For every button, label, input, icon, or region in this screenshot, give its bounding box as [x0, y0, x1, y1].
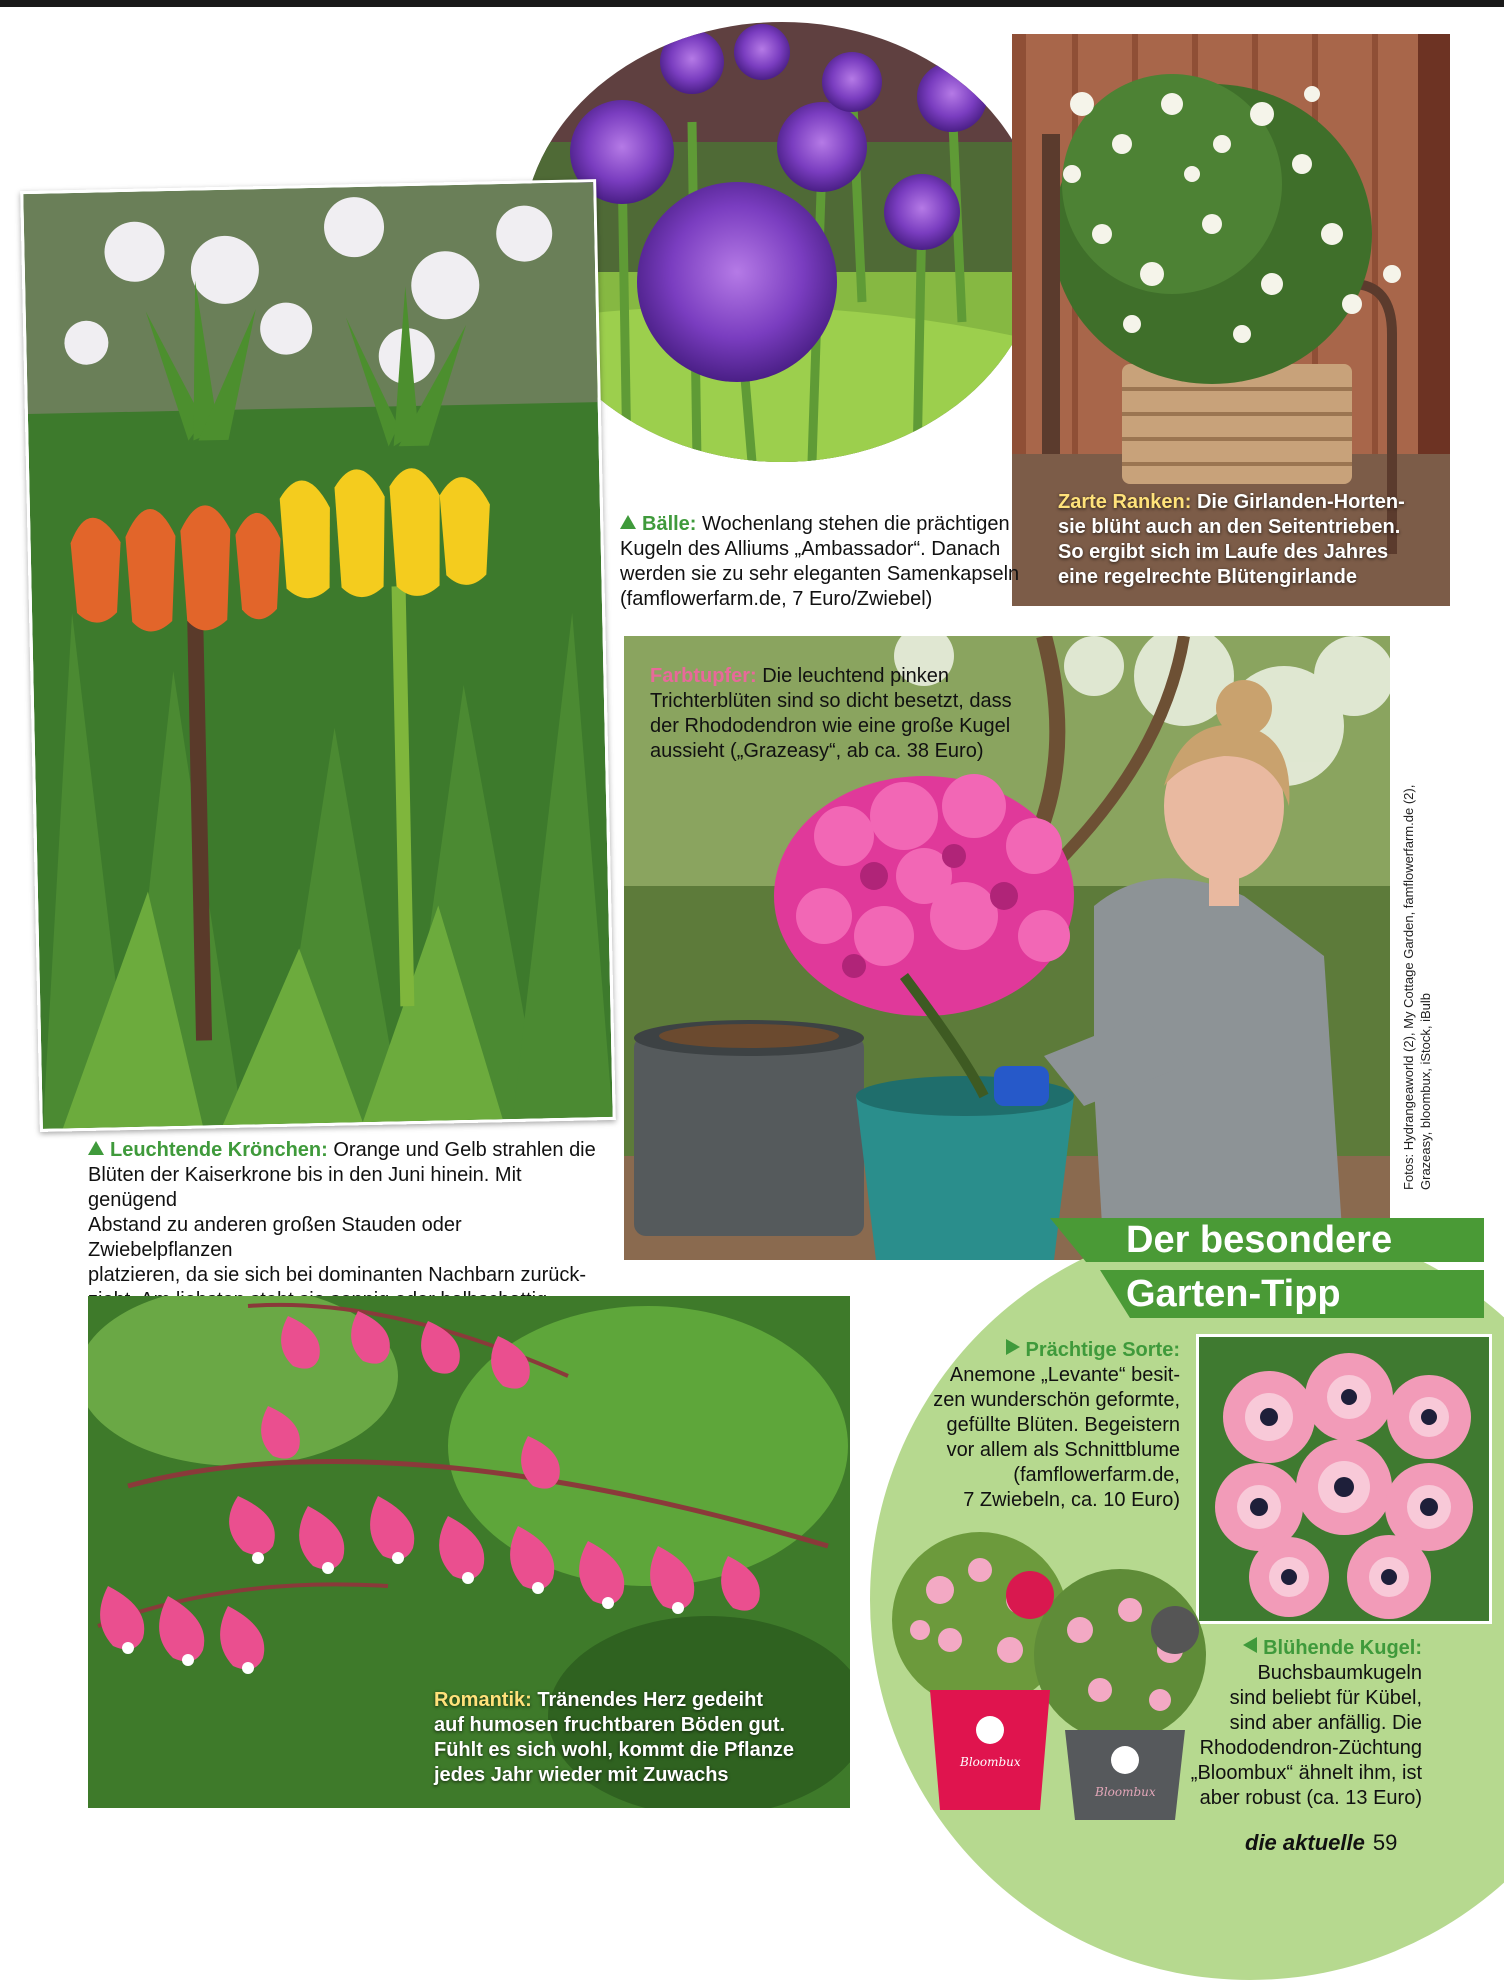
- caption-kronchen: [88, 1138, 608, 1313]
- triangle-right-icon: [1006, 1339, 1020, 1355]
- caption-balle-line: (famflowerfarm.de, 7 Euro/Zwiebel): [620, 588, 933, 610]
- caption-zarte-lead: Zarte Ranken:: [1058, 491, 1192, 513]
- caption-romantik-line: auf humosen fruchtbaren Böden gut.: [434, 1714, 786, 1736]
- caption-balle-line: werden sie zu sehr eleganten Samenkapseln: [620, 563, 1020, 585]
- caption-kugel-line: sind beliebt für Kübel,: [1229, 1687, 1422, 1709]
- caption-kronchen-line: platzieren, da sie sich bei dominanten Nachbarn zurück-: [88, 1264, 587, 1286]
- caption-romantik-line: Tränendes Herz gedeiht: [537, 1689, 763, 1711]
- caption-sorte-line: 7 Zwiebeln, ca. 10 Euro): [963, 1489, 1180, 1511]
- caption-zarte-line: eine regelrechte Blütengirlande: [1058, 566, 1357, 588]
- tipp-title-line1: Der besondere: [1126, 1219, 1393, 1261]
- hydrangea-photo: [1012, 34, 1450, 606]
- tipp-banner: [1050, 1218, 1484, 1262]
- caption-kugel-line: Rhododendron-Züchtung: [1199, 1737, 1422, 1759]
- caption-balle-lead: Bälle:: [642, 513, 697, 535]
- caption-farbtupfer-line: aussieht („Grazeasy“, ab ca. 38 Euro): [650, 740, 984, 762]
- footer-brand: die aktuelle: [1245, 1830, 1365, 1855]
- caption-farbtupfer-line: Die leuchtend pinken: [762, 665, 950, 687]
- caption-romantik-lead: Romantik:: [434, 1689, 532, 1711]
- caption-sorte-lead: Prächtige Sorte:: [1025, 1339, 1180, 1361]
- triangle-up-icon: [88, 1141, 104, 1155]
- pot-label: Bloombux: [1095, 1785, 1156, 1799]
- caption-kronchen-lead: Leuchtende Krönchen:: [110, 1139, 328, 1161]
- caption-sorte: [880, 1338, 1180, 1513]
- caption-kugel-line: Buchsbaumkugeln: [1257, 1662, 1422, 1684]
- caption-sorte-line: zen wunderschön geformte,: [933, 1389, 1180, 1411]
- caption-kronchen-line: Abstand zu anderen großen Stauden oder Zwiebelpflanzen: [88, 1214, 462, 1261]
- kaiserkrone-photo: [20, 179, 616, 1132]
- caption-balle-line: Wochenlang stehen die prächtigen: [702, 513, 1010, 535]
- caption-farbtupfer-line: Trichterblüten sind so dicht besetzt, dass: [650, 690, 1012, 712]
- caption-sorte-line: (famflowerfarm.de,: [1013, 1464, 1180, 1486]
- caption-sorte-line: vor allem als Schnittblume: [946, 1439, 1180, 1461]
- caption-kronchen-line: Orange und Gelb strahlen die: [333, 1139, 596, 1161]
- triangle-left-icon: [1243, 1637, 1257, 1653]
- caption-balle-line: Kugeln des Alliums „Ambassador“. Danach: [620, 538, 1001, 560]
- caption-romantik: [434, 1688, 814, 1788]
- caption-kugel-lead: Blühende Kugel:: [1263, 1637, 1422, 1659]
- caption-kugel: [1172, 1636, 1422, 1811]
- photo-credit: [1400, 750, 1436, 1190]
- top-rule: [0, 0, 1504, 7]
- caption-farbtupfer-lead: Farbtupfer:: [650, 665, 757, 687]
- caption-zarte-line: Die Girlanden-Horten-: [1196, 491, 1405, 513]
- caption-farbtupfer-line: der Rhododendron wie eine große Kugel: [650, 715, 1011, 737]
- pot-label: Bloombux: [960, 1755, 1021, 1769]
- caption-romantik-line: Fühlt es sich wohl, kommt die Pflanze: [434, 1739, 795, 1761]
- rhododendron-photo: [624, 636, 1393, 1261]
- tipp-banner: [1100, 1270, 1484, 1318]
- caption-farbtupfer: [650, 664, 1030, 764]
- caption-kugel-line: aber robust (ca. 13 Euro): [1199, 1787, 1422, 1809]
- bloombux-photo: [880, 1520, 1220, 1820]
- caption-sorte-line: Anemone „Levante“ besit-: [949, 1364, 1180, 1386]
- caption-zarte: [1058, 490, 1428, 590]
- page-footer: [1245, 1830, 1397, 1856]
- caption-kronchen-line: Blüten der Kaiserkrone bis in den Juni hinein. Mit genügend: [88, 1164, 522, 1211]
- anemone-photo: [1196, 1334, 1492, 1624]
- photo-credit-line: Fotos: Hydrangeaworld (2), My Cottage Garden, famflowerfarm.de (2),: [1401, 784, 1416, 1190]
- caption-kugel-line: sind aber anfällig. Die: [1229, 1712, 1422, 1734]
- caption-kugel-line: „Bloombux“ ähnelt ihm, ist: [1190, 1762, 1422, 1784]
- caption-sorte-line: gefüllte Blüten. Begeistern: [946, 1414, 1180, 1436]
- tipp-title-line2: Garten-Tipp: [1126, 1273, 1341, 1315]
- page-number: 59: [1372, 1830, 1398, 1855]
- photo-credit-line: Grazeasy, bloombux, iStock, iBulb: [1418, 992, 1433, 1190]
- caption-zarte-line: So ergibt sich im Laufe des Jahres: [1058, 541, 1389, 563]
- caption-balle: [620, 512, 1020, 612]
- caption-zarte-line: sie blüht auch an den Seitentrieben.: [1058, 516, 1401, 538]
- triangle-up-icon: [620, 515, 636, 529]
- caption-romantik-line: jedes Jahr wieder mit Zuwachs: [434, 1764, 729, 1786]
- bleeding-heart-photo: [88, 1296, 850, 1808]
